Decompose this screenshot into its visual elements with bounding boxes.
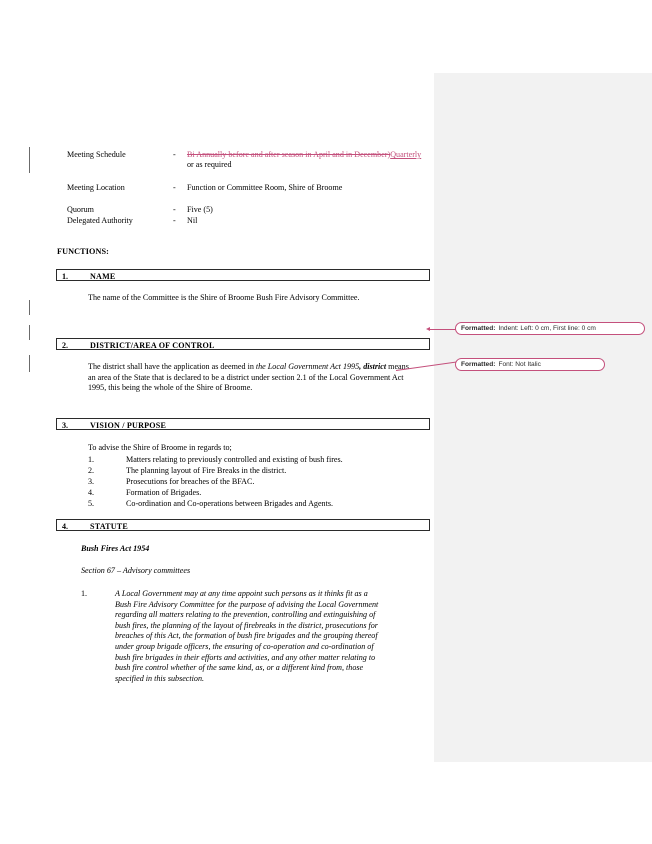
functions-heading: FUNCTIONS: [57, 247, 109, 256]
list-item-text: Co-ordination and Co-operations between Brigades and Agents. [126, 499, 334, 508]
statute-quote-number: 1. [81, 589, 88, 598]
meta-label: Delegated Authority [67, 216, 133, 225]
section-title: VISION / PURPOSE [90, 420, 167, 430]
section-title: DISTRICT/AREA OF CONTROL [90, 340, 215, 350]
meta-label: Meeting Schedule [67, 150, 126, 159]
meta-value: Nil [187, 216, 198, 225]
section-1-body: The name of the Committee is the Shire of Broome Bush Fire Advisory Committee. [88, 293, 360, 302]
meta-label: Meeting Location [67, 183, 125, 192]
section-2-text-part1: The district shall have the application as deemed in [88, 362, 256, 371]
change-bar [29, 355, 30, 372]
list-item-number: 2. [88, 466, 95, 475]
formatted-callout-indent[interactable] [455, 322, 645, 335]
section-title: NAME [90, 271, 116, 281]
kept-text: or as required [187, 160, 232, 170]
callout-detail: Font: Not Italic [498, 361, 541, 368]
section-2-bold-italic-district: , district [359, 362, 387, 371]
meta-label: Quorum [67, 205, 94, 214]
list-item-text: Matters relating to previously controlled and existing of bush fires. [126, 455, 343, 464]
statute-act-title: Bush Fires Act 1954 [81, 544, 150, 553]
statute-section-reference: Section 67 – Advisory committees [81, 566, 191, 575]
callout-label: Formatted: [461, 361, 496, 368]
section-number: 1. [62, 271, 69, 281]
section-3-intro: To advise the Shire of Broome in regards to; [88, 443, 232, 452]
list-item-text: Prosecutions for breaches of the BFAC. [126, 477, 255, 486]
statute-quote-text: A Local Government may at any time appoint such persons as it thinks fit as a Bush Fire Advisory Committee for the purpose of advising the Local Government regarding all matters relating to the prevention, controlling and extinguishing of bush fires, the planning of the layout of firebreaks in the district, prosecutions for breaches of this Act, the formation of bush fire brigades and the grouping thereof under group brigade officers, the ensuring of co-operation and co-ordination of bush fire brigades in their efforts and activities, and any other matter relating to bush fire control whether of the same kind, as, or a different kind from, those specified in this subsection. [115, 589, 379, 683]
meta-value: Five (5) [187, 205, 213, 214]
section-header-district-area-of-control [56, 338, 430, 350]
section-number: 4. [62, 521, 69, 531]
deleted-text: Bi Annually before and after season in April and in December) [187, 150, 391, 159]
section-header-statute [56, 519, 430, 531]
inserted-text: Quarterly [390, 150, 422, 159]
section-header-name [56, 269, 430, 281]
change-bar [29, 147, 30, 173]
callout-connector-line [430, 329, 456, 330]
meta-dash: - [173, 216, 176, 225]
callout-detail: Indent: Left: 0 cm, First line: 0 cm [498, 325, 596, 332]
section-number: 2. [62, 340, 69, 350]
callout-label: Formatted: [461, 325, 496, 332]
list-item-text: Formation of Brigades. [126, 488, 202, 497]
section-2-body [88, 362, 412, 394]
list-item-number: 3. [88, 477, 95, 486]
section-2-italic-act: the Local Government Act 1995 [255, 362, 360, 371]
section-number: 3. [62, 420, 69, 430]
meta-dash: - [173, 205, 176, 214]
meta-value-tracked-change [187, 150, 427, 171]
change-bar [29, 325, 30, 340]
meta-dash: - [173, 183, 176, 192]
markup-margin-panel [432, 73, 652, 762]
section-2-text-part2: means an area of the State that is declared to be a district under section 2.1 of the Local Government Act 1995, this being the whole of the Shire of Broome. [88, 362, 409, 393]
list-item-number: 1. [88, 455, 95, 464]
section-header-vision-purpose [56, 418, 430, 430]
meta-value: Function or Committee Room, Shire of Broome [187, 183, 343, 192]
formatted-callout-font[interactable] [455, 358, 605, 371]
change-bar [29, 300, 30, 315]
list-item-number: 5. [88, 499, 95, 508]
list-item-number: 4. [88, 488, 95, 497]
meta-dash: - [173, 150, 176, 159]
list-item-text: The planning layout of Fire Breaks in the district. [126, 466, 287, 475]
section-title: STATUTE [90, 521, 128, 531]
